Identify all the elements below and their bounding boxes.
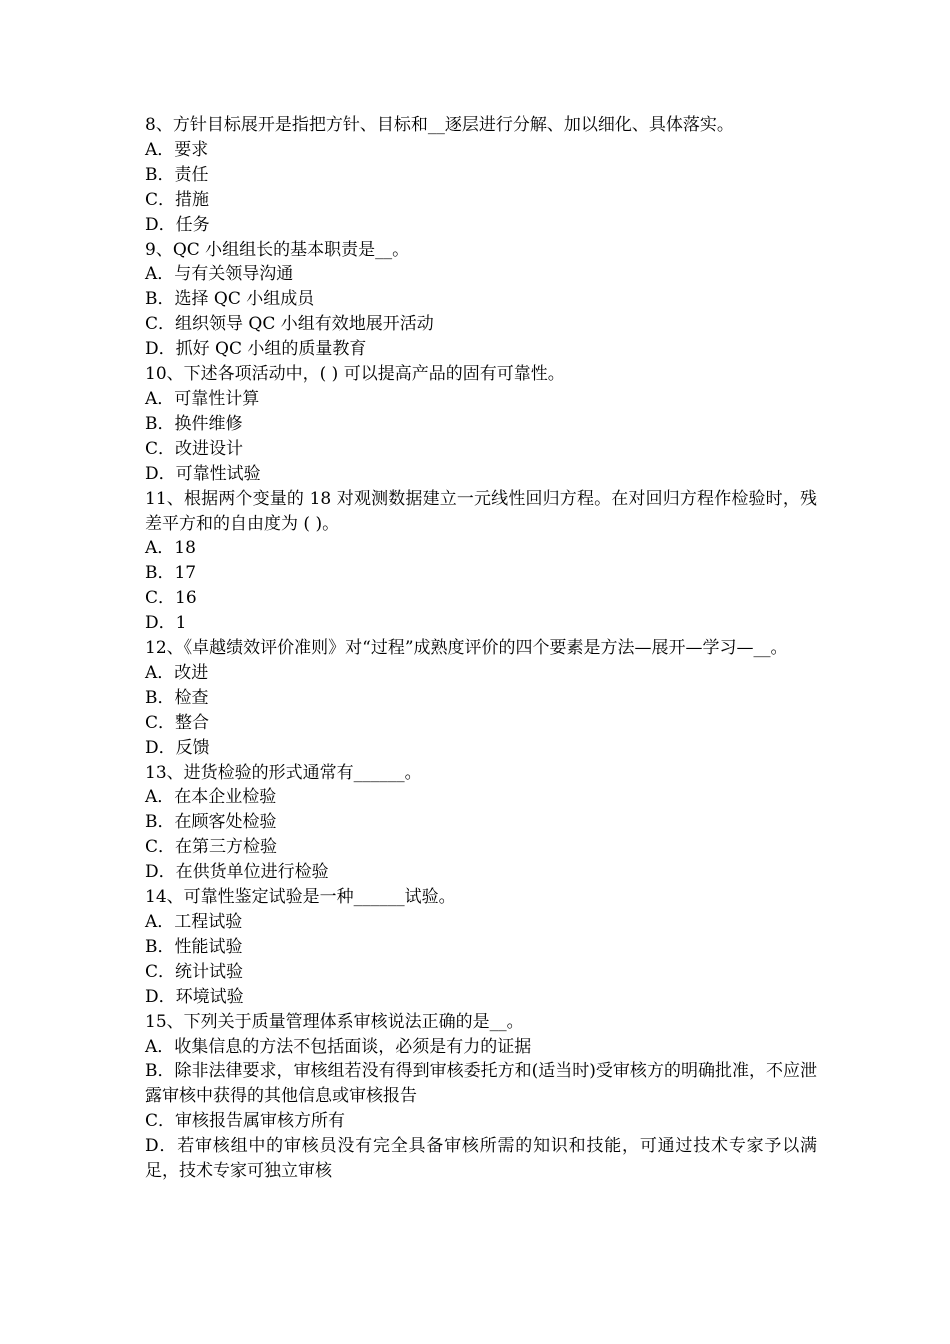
option-b: B．检查 [145, 687, 209, 708]
option-a: A．要求 [145, 139, 209, 160]
option-b: B．性能试验 [145, 936, 243, 957]
option-c: C．16 [145, 588, 197, 609]
option-b: B．责任 [145, 164, 209, 185]
option-d: D．抓好 QC 小组的质量教育 [145, 339, 367, 360]
question-stem: 13、进货检验的形式通常有______。 [145, 762, 422, 783]
option-b: B．在顾客处检验 [145, 812, 277, 833]
document-page [145, 113, 817, 1184]
option-a: A．工程试验 [145, 912, 243, 932]
option-d: D．可靠性试验 [145, 463, 261, 484]
option-c: C．措施 [145, 189, 210, 210]
option-a: A．与有关领导沟通 [145, 264, 294, 285]
question-stem: 11、根据两个变量的 18 对观测数据建立一元线性回归方程。在对回归方程作检验时，残差平方和的自由度为 ( )。 [145, 488, 817, 534]
question-9 [145, 238, 817, 363]
option-b: B．选择 QC 小组成员 [145, 289, 315, 310]
option-d: D．反馈 [145, 737, 210, 758]
question-10 [145, 362, 817, 487]
question-14 [145, 885, 817, 1010]
question-stem: 12、《卓越绩效评价准则》对“过程”成熟度评价的四个要素是方法—展开—学习—__。 [145, 638, 788, 659]
option-c: C．审核报告属审核方所有 [145, 1111, 346, 1132]
option-d: D．任务 [145, 214, 210, 235]
question-8 [145, 113, 817, 238]
question-stem: 14、可靠性鉴定试验是一种______试验。 [145, 887, 456, 908]
option-d: D．在供货单位进行检验 [145, 862, 329, 883]
option-d: D．环境试验 [145, 986, 244, 1007]
question-stem: 10、下述各项活动中，( ) 可以提高产品的固有可靠性。 [145, 364, 565, 385]
option-b: B．换件维修 [145, 413, 243, 434]
option-a: A．18 [145, 538, 196, 559]
option-c: C．改进设计 [145, 438, 244, 459]
option-b: B．17 [145, 563, 197, 584]
option-c: C．在第三方检验 [145, 837, 278, 858]
option-a: A．收集信息的方法不包括面谈，必须是有力的证据 [145, 1036, 532, 1057]
question-stem: 8、方针目标展开是指把方针、目标和__逐层进行分解、加以细化、具体落实。 [145, 115, 734, 135]
question-13 [145, 761, 817, 886]
option-c: C．整合 [145, 712, 210, 733]
option-c: C．组织领导 QC 小组有效地展开活动 [145, 314, 434, 335]
option-d: D．1 [145, 613, 187, 634]
option-c: C．统计试验 [145, 961, 244, 982]
option-b: B．除非法律要求，审核组若没有得到审核委托方和(适当时)受审核方的明确批准，不应泄露审核中获得的其他信息或审核报告 [145, 1061, 817, 1107]
question-stem: 9、QC 小组组长的基本职责是__。 [145, 239, 410, 260]
option-a: A．在本企业检验 [145, 787, 277, 808]
question-stem: 15、下列关于质量管理体系审核说法正确的是__。 [145, 1011, 524, 1032]
question-12 [145, 636, 817, 761]
option-d: D．若审核组中的审核员没有完全具备审核所需的知识和技能，可通过技术专家予以满足，技术专家可独立审核 [145, 1136, 817, 1182]
question-15 [145, 1010, 817, 1184]
question-11 [145, 487, 817, 636]
option-a: A．改进 [145, 662, 209, 683]
option-a: A．可靠性计算 [145, 388, 260, 409]
